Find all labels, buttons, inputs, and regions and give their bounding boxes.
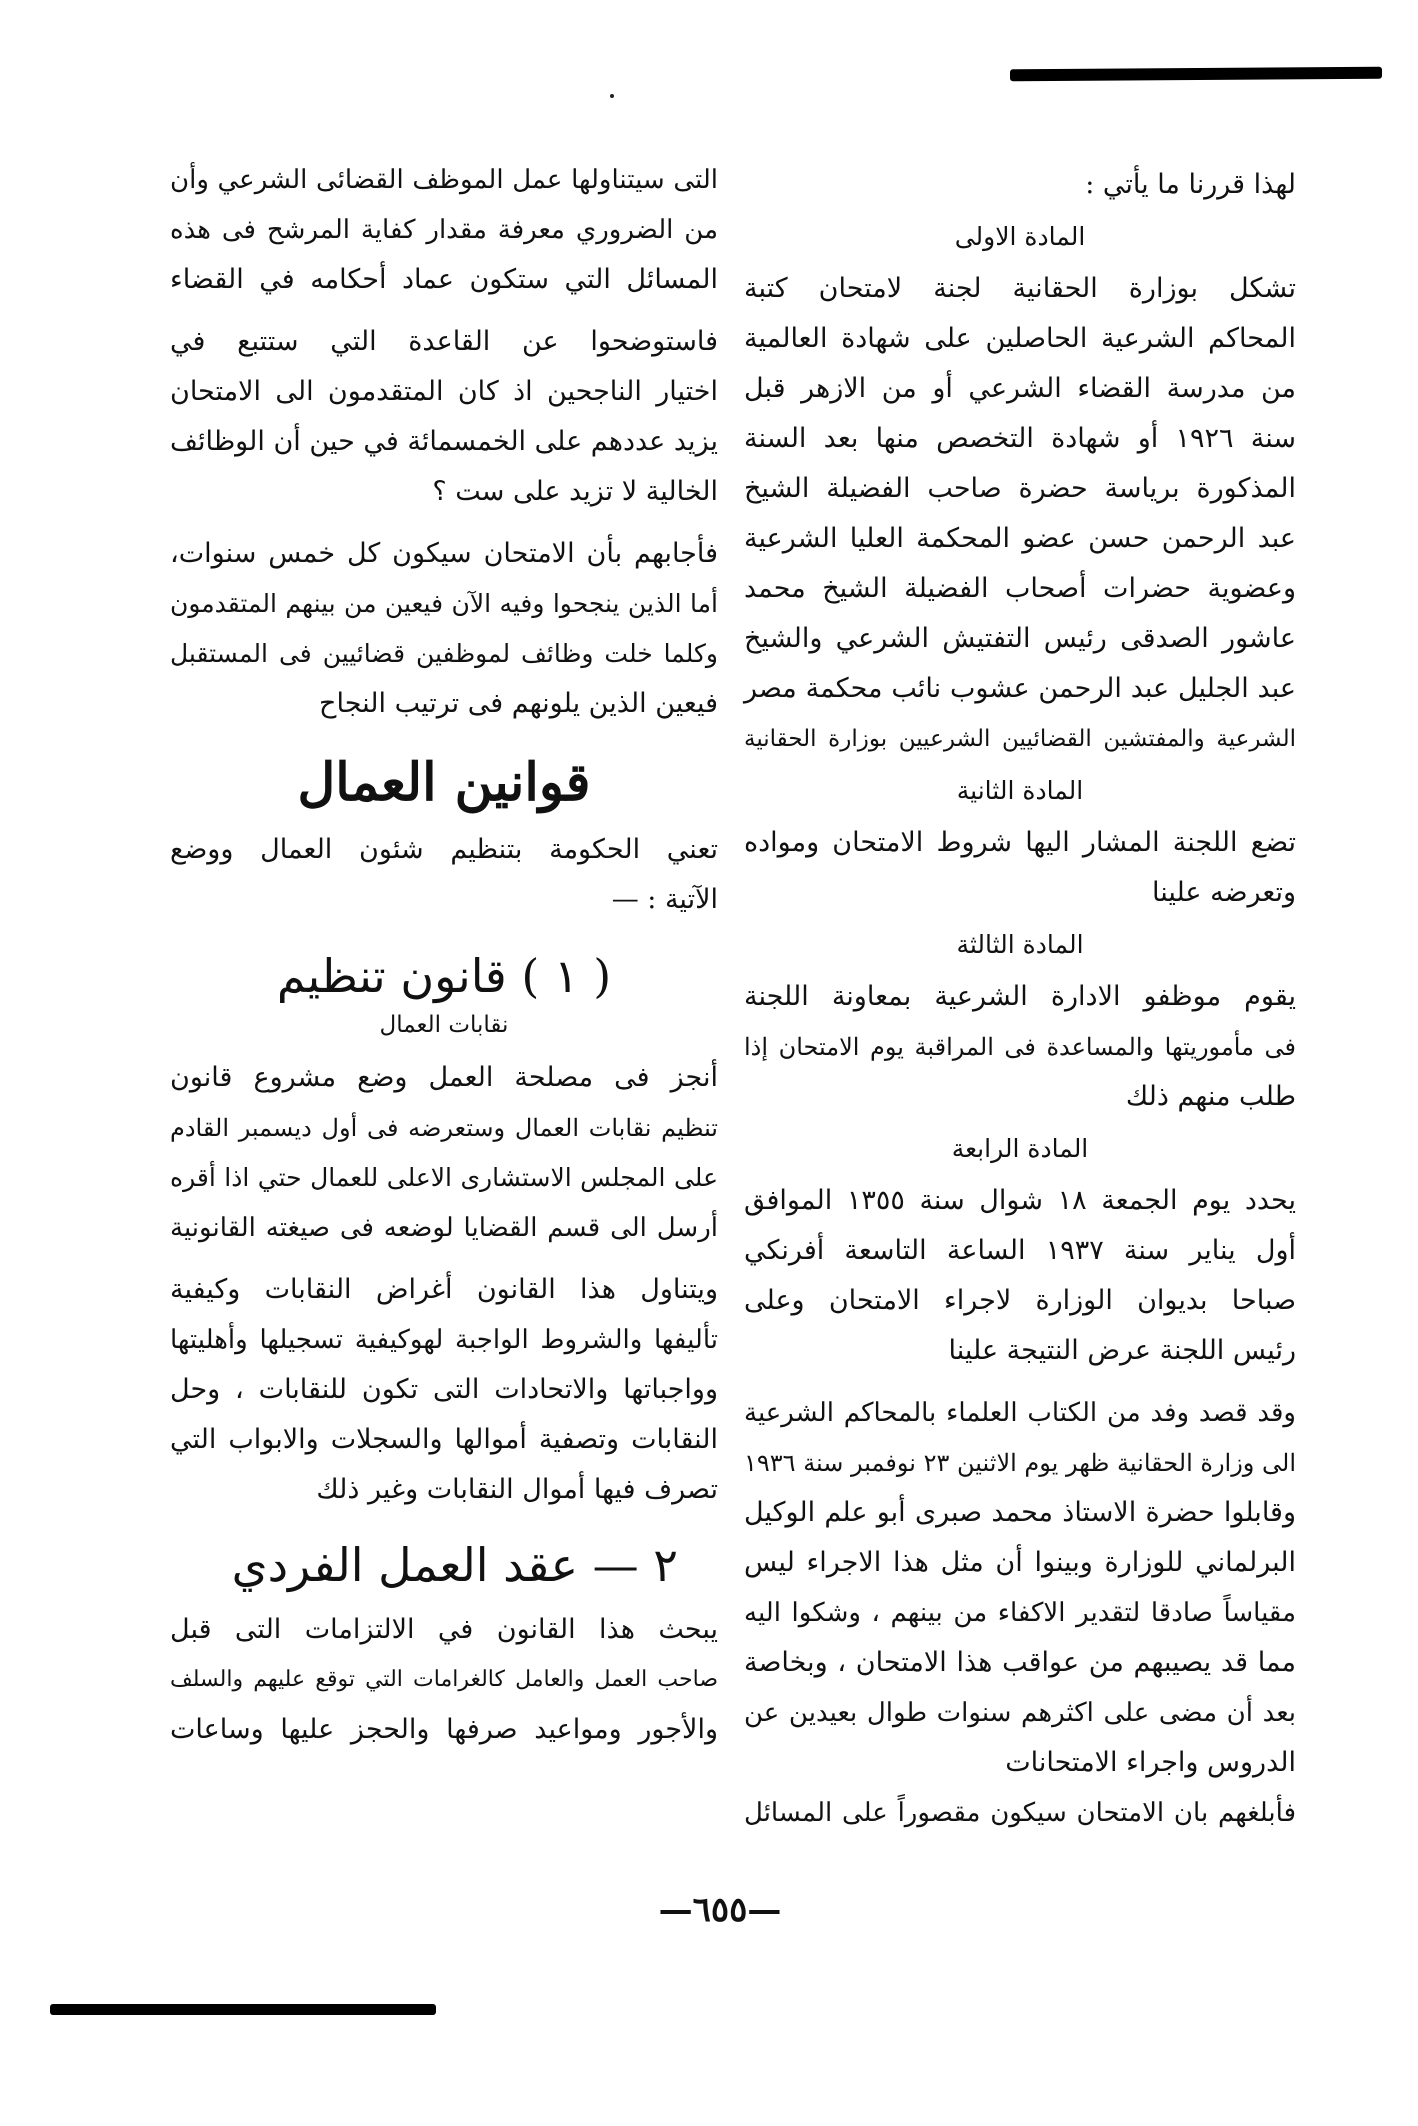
text-line: تعني الحكومة بتنظيم شئون العمال ووضع [170, 834, 718, 865]
text-line: صاحب العمل والعامل كالغرامات التي توقع عليهم والسلف [170, 1667, 718, 1692]
text-line: الشرعية والمفتشين القضائيين الشرعيين بوزارة الحقانية [744, 726, 1296, 752]
text-line: يزيد عددهم على الخمسمائة في حين أن الوظائف [170, 426, 718, 457]
intro-line: لهذا قررنا ما يأتي : [1085, 169, 1296, 200]
text-line: التى سيتناولها عمل الموظف القضائى الشرعي وأن [170, 165, 718, 195]
text-line: تشكل بوزارة الحقانية لجنة لامتحان كتبة [744, 273, 1296, 304]
section1-title: ( ١ ) قانون تنظيم [276, 949, 612, 1003]
text-line: والأجور ومواعيد صرفها والحجز عليها وساعات [170, 1714, 718, 1745]
article3-body [744, 972, 1296, 1122]
labor-laws-title: قوانين العمال [297, 752, 591, 813]
text-line: فاستوضحوا عن القاعدة التي ستتبع في [170, 326, 718, 357]
text-line: يبحث هذا القانون في الالتزامات التى قبل [170, 1614, 718, 1645]
page-number: —٦٥٥— [658, 1890, 782, 1930]
right-column [744, 160, 1296, 1838]
speck [610, 94, 614, 98]
text-line: عبد الجليل عبد الرحمن عشوب نائب محكمة مصر [744, 673, 1296, 704]
question-paragraph [170, 317, 718, 517]
text-line: النقابات وتصفية أموالها والسجلات والابواب التي [170, 1424, 718, 1455]
article1-heading: المادة الاولى [954, 222, 1086, 251]
text-line: تضع اللجنة المشار اليها شروط الامتحان ومواده [744, 827, 1296, 858]
text-line: من الضروري معرفة مقدار كفاية المرشح فى هذه [170, 215, 718, 245]
text-line: الدروس واجراء الامتحانات [1005, 1747, 1296, 1778]
text-line: بعد أن مضى على اكثرهم سنوات طوال بعيدين عن [744, 1698, 1296, 1728]
text-line: مما قد يصيبهم من عواقب هذا الامتحان ، وبخاصة [744, 1647, 1296, 1678]
text-line: أما الذين ينجحوا وفيه الآن فيعين من بينهم المتقدمون [170, 589, 718, 618]
article2-body [744, 818, 1296, 918]
section1-para2 [170, 1265, 718, 1515]
text-line: وعضوية حضرات أصحاب الفضيلة الشيخ محمد [744, 573, 1296, 604]
text-line: الى وزارة الحقانية ظهر يوم الاثنين ٢٣ نوفمبر سنة ١٩٣٦ [744, 1449, 1297, 1477]
delegation-paragraph [744, 1388, 1296, 1838]
article3-heading: المادة الثالثة [956, 930, 1084, 959]
answer-paragraph [170, 529, 718, 729]
text-line: تأليفها والشروط الواجبة لهوكيفية تسجيلها وأهليتها [170, 1325, 718, 1355]
text-line: تصرف فيها أموال النقابات وغير ذلك [316, 1474, 718, 1505]
section1-para1 [170, 1053, 718, 1253]
left-column [170, 155, 718, 1755]
text-line: وكلما خلت وظائف لموظفين قضائيين فى المستقبل [170, 639, 718, 668]
text-line: رئيس اللجنة عرض النتيجة علينا [948, 1335, 1296, 1366]
text-line: وتعرضه علينا [1151, 877, 1296, 908]
text-line: فيعين الذين يلونهم فى ترتيب النجاح [319, 688, 718, 719]
text-line: اختيار الناجحين اذ كان المتقدمون الى الامتحان [170, 376, 718, 407]
article1-body [744, 264, 1296, 764]
text-line: يحدد يوم الجمعة ١٨ شوال سنة ١٣٥٥ الموافق [744, 1185, 1297, 1216]
text-line: أول يناير سنة ١٩٣٧ الساعة التاسعة أفرنكي [744, 1235, 1296, 1266]
text-line: سنة ١٩٢٦ أو شهادة التخصص منها بعد السنة [744, 423, 1296, 454]
top-rule [1010, 67, 1382, 82]
text-line: المذكورة برياسة حضرة صاحب الفضيلة الشيخ [744, 473, 1296, 504]
text-line: وقابلوا حضرة الاستاذ محمد صبرى أبو علم الوكيل [744, 1497, 1296, 1528]
text-line: عبد الرحمن حسن عضو المحكمة العليا الشرعية [744, 523, 1296, 554]
text-line: وقد قصد وفد من الكتاب العلماء بالمحاكم الشرعية [744, 1398, 1296, 1428]
text-line: فأجابهم بأن الامتحان سيكون كل خمس سنوات، [170, 538, 718, 569]
text-line: صباحا بديوان الوزارة لاجراء الامتحان وعلى [744, 1285, 1296, 1316]
section2-title: ٢ — عقد العمل الفردي [231, 1538, 678, 1592]
text-line: طلب منهم ذلك [1125, 1081, 1296, 1112]
text-line: يقوم موظفو الادارة الشرعية بمعاونة اللجنة [744, 981, 1296, 1012]
bottom-rule [50, 2004, 436, 2015]
text-line: مقياساً صادقا لتقدير الاكفاء من بينهم ، وشكوا اليه [744, 1598, 1296, 1628]
text-line: فأبلغهم بان الامتحان سيكون مقصوراً على المسائل [744, 1798, 1296, 1828]
text-line: تنظيم نقابات العمال وستعرضه فى أول ديسمبر القادم [170, 1114, 718, 1142]
article4-body [744, 1176, 1296, 1376]
text-line: المحاكم الشرعية الحاصلين على شهادة العالمية [744, 323, 1296, 354]
text-line: البرلماني للوزارة وبينوا أن مثل هذا الاجراء ليس [744, 1547, 1296, 1578]
continuation-paragraph [170, 155, 718, 305]
article4-heading: المادة الرابعة [951, 1134, 1089, 1163]
text-line: من مدرسة القضاء الشرعي أو من الازهر قبل [744, 373, 1296, 404]
text-line: وواجباتها والاتحادات التى تكون للنقابات ، وحل [170, 1374, 718, 1405]
text-line: الخالية لا تزيد على ست ؟ [432, 476, 718, 507]
section1-subtitle: نقابات العمال [379, 1012, 509, 1038]
text-line: عاشور الصدقى رئيس التفتيش الشرعي والشيخ [744, 623, 1296, 654]
text-line: المسائل التي ستكون عماد أحكامه في القضاء [170, 264, 718, 295]
text-line: فى مأموريتها والمساعدة فى المراقبة يوم الامتحان إذا [744, 1033, 1296, 1061]
text-line: الآتية : — [611, 884, 718, 915]
section2-body [170, 1605, 718, 1755]
text-line: أنجز فى مصلحة العمل وضع مشروع قانون [170, 1062, 718, 1093]
text-line: ويتناول هذا القانون أغراض النقابات وكيفية [170, 1274, 718, 1305]
text-line: أرسل الى قسم القضايا لوضعه فى صيغته القانونية [170, 1213, 718, 1243]
article2-heading: المادة الثانية [956, 776, 1084, 805]
labor-laws-intro [170, 825, 718, 925]
text-line: على المجلس الاستشارى الاعلى للعمال حتي اذا أقره [170, 1163, 718, 1192]
